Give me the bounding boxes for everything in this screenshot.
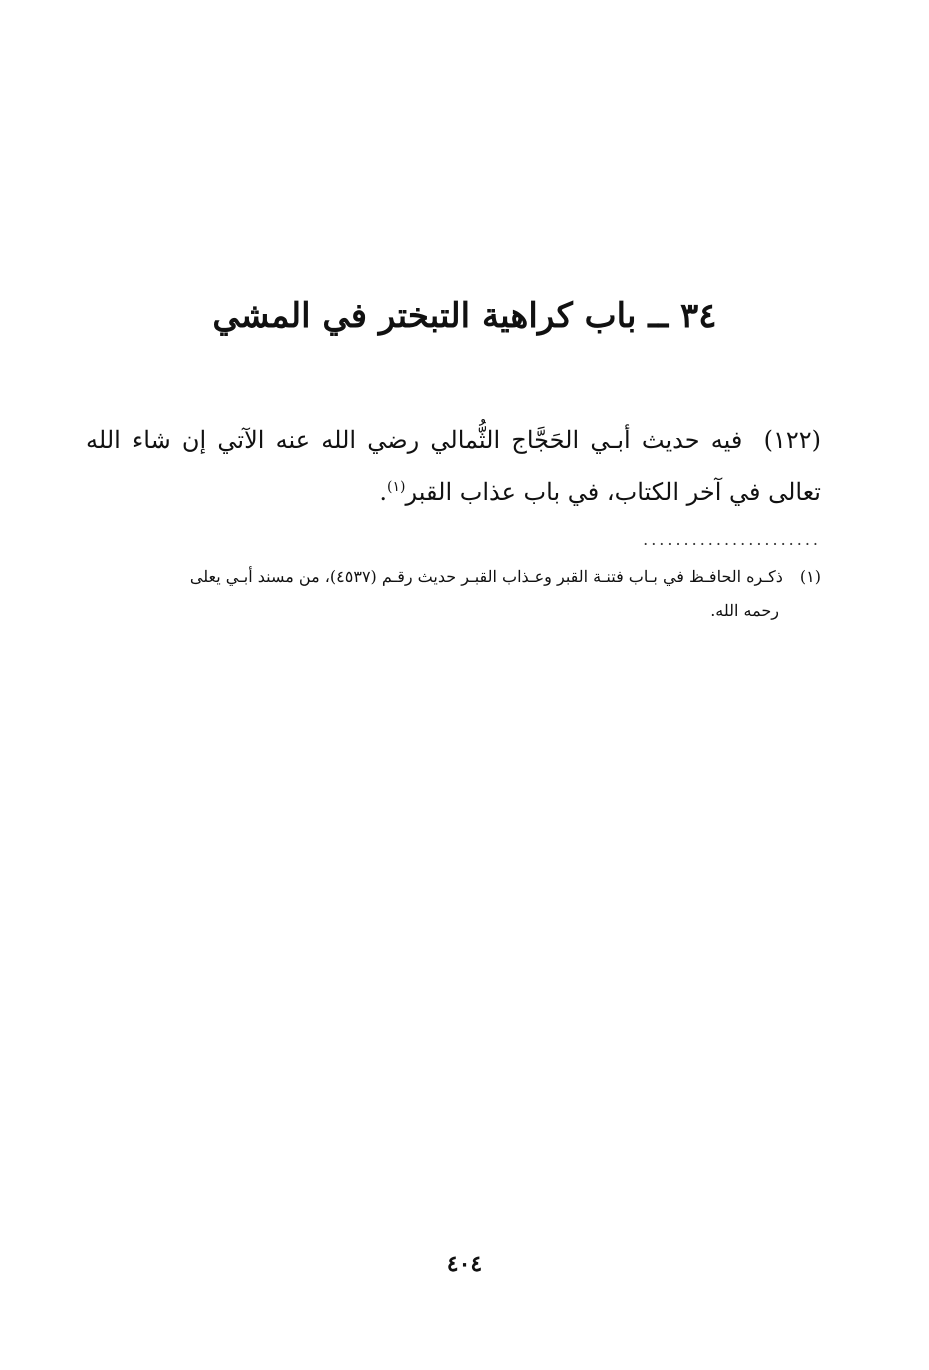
hadith-number: (١٢٢) xyxy=(763,426,821,454)
hadith-end-punctuation: . xyxy=(379,478,388,506)
page-number: ٤٠٤ xyxy=(446,1251,483,1277)
footnote-divider: ...................... xyxy=(643,532,821,548)
footnote-continuation: رحمه الله. xyxy=(710,601,779,620)
footnote-text: ذكـره الحافـظ في بـاب فتنـة القبر وعـذاب القبـر حديث رقـم (٤٥٣٧)، من مسند أبـي يعلى xyxy=(189,567,783,586)
chapter-title: ٣٤ ــ باب كراهية التبختر في المشي xyxy=(212,296,717,336)
hadith-text: فيه حديث أبـي الحَجَّاج الثُّمالي رضي الله عنه الآتي إن شاء الله تعالى في آخر الكتاب، في باب عذاب القبر xyxy=(86,426,821,506)
footnote-reference: (١) xyxy=(387,479,406,495)
footnote-number: (١) xyxy=(799,567,821,586)
hadith-paragraph xyxy=(86,414,821,518)
footnote xyxy=(86,560,821,628)
